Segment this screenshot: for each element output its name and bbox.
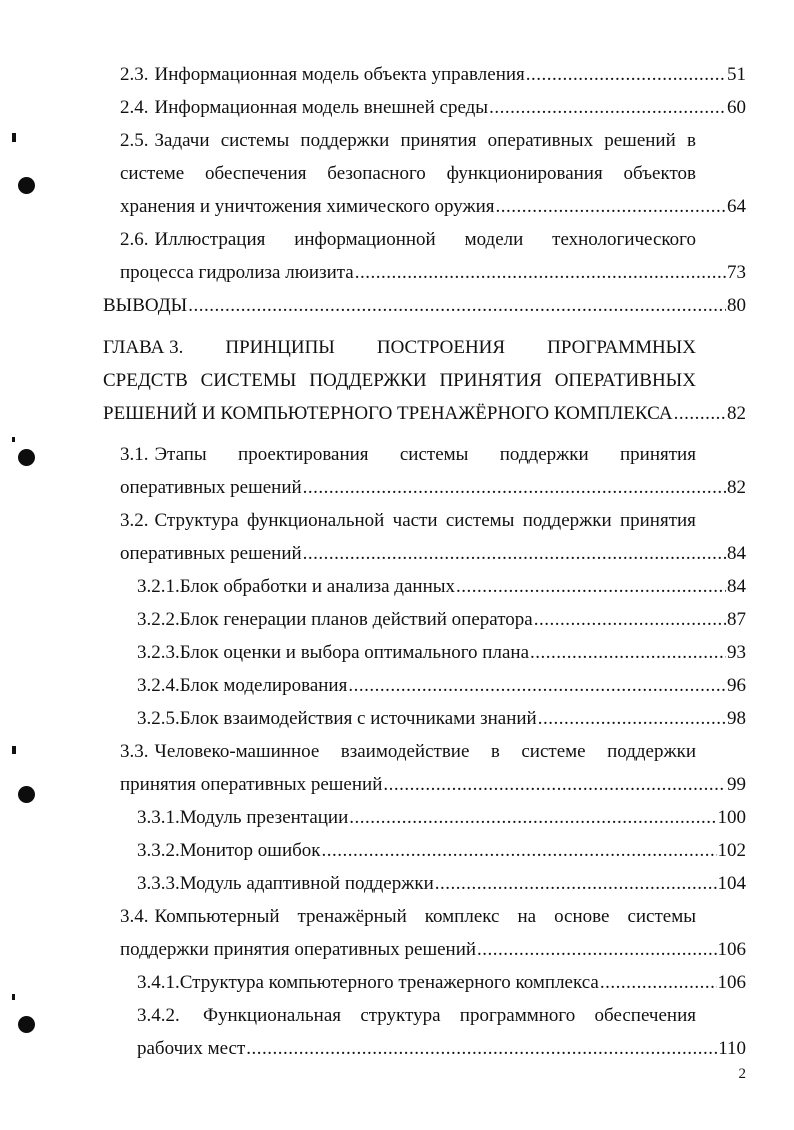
toc-entry-page: 80 [727, 295, 746, 316]
toc-entry-page: 93 [727, 642, 746, 663]
toc-entry-number: 3.3.2. [137, 840, 180, 861]
toc-entry-title: Информационная модель объекта управления [154, 64, 525, 85]
toc-entry-page: 104 [717, 873, 746, 894]
dot-leader [526, 60, 726, 90]
toc-word: Компьютерный [154, 906, 280, 927]
dot-leader [489, 93, 726, 123]
toc-entry-page: 102 [717, 840, 746, 861]
toc-entry-number: 2.5. [120, 130, 149, 151]
toc-entry-title: принятия оперативных решений [120, 774, 383, 795]
toc-entry-number: 3.4.2. [137, 1005, 180, 1026]
toc-entry-number: 2.6. [120, 229, 149, 250]
toc-entry-page: 82 [727, 403, 746, 424]
toc-word: функциональной [247, 510, 385, 531]
toc-entry-number: 3.4.1. [137, 972, 180, 993]
toc-entry-title: Блок взаимодействия с источниками знаний [179, 708, 537, 729]
dot-leader [246, 1034, 717, 1064]
dot-leader [477, 935, 716, 965]
toc-entry-title: Структура компьютерного тренажерного комплекса [179, 972, 599, 993]
binder-hole-4 [18, 1016, 35, 1033]
toc-entry-3-4-1[interactable] [137, 968, 746, 998]
toc-word: поддержки [499, 444, 589, 465]
dot-leader [496, 192, 726, 222]
toc-entry-number: 3.2.3. [137, 642, 180, 663]
toc-word: системы [445, 510, 515, 531]
toc-word: ПОСТРОЕНИЯ [376, 337, 506, 358]
dot-leader [188, 291, 726, 321]
toc-entry-3-3-3[interactable] [137, 869, 746, 899]
toc-word: СРЕДСТВ [103, 370, 188, 391]
toc-word: на [517, 906, 537, 927]
toc-entry-number: 3.3. [120, 741, 149, 762]
toc-entry-title: Информационная модель внешней среды [154, 97, 489, 118]
dot-leader [349, 803, 716, 833]
scan-mark-2 [12, 437, 15, 442]
toc-word: структура [360, 1005, 441, 1026]
toc-entry-title: Монитор ошибок [179, 840, 321, 861]
toc-entry-page: 99 [727, 774, 746, 795]
toc-entry-number: 3.2.5. [137, 708, 180, 729]
toc-word: в [686, 130, 696, 151]
toc-word: модели [464, 229, 524, 250]
toc-entry-title: оперативных решений [120, 543, 302, 564]
toc-entry-number: 3.3.3. [137, 873, 180, 894]
toc-entry-title: хранения и уничтожения химического оружия [120, 196, 495, 217]
toc-word: системы [399, 444, 469, 465]
toc-entry-3-3-1[interactable] [137, 803, 746, 833]
toc-entry-page: 98 [727, 708, 746, 729]
dot-leader [435, 869, 717, 899]
toc-entry-title: Блок генерации планов действий оператора [179, 609, 533, 630]
toc-word: системе [120, 163, 185, 184]
toc-word: Этапы [154, 444, 207, 465]
toc-entry-title: процесса гидролиза люизита [120, 262, 354, 283]
toc-entry-3-2-3[interactable] [137, 638, 746, 668]
toc-entry-number: 3.2. [120, 510, 149, 531]
toc-entry-number: 2.4. [120, 97, 149, 118]
dot-leader [355, 258, 726, 288]
toc-word: ПРОГРАММНЫХ [547, 337, 696, 358]
toc-entry-title: Блок оценки и выбора оптимального плана [179, 642, 529, 663]
toc-word: безопасного [327, 163, 426, 184]
dot-leader [600, 968, 717, 998]
toc-entry-title: Блок моделирования [179, 675, 348, 696]
dot-leader [534, 605, 726, 635]
toc-entry-page: 100 [717, 807, 746, 828]
dot-leader [383, 770, 726, 800]
toc-word: части [392, 510, 438, 531]
dot-leader [538, 704, 726, 734]
toc-entry-title: ВЫВОДЫ [103, 295, 188, 316]
toc-word: оперативных [487, 130, 594, 151]
toc-word: ОПЕРАТИВНЫХ [554, 370, 696, 391]
toc-word: программного [459, 1005, 576, 1026]
toc-entry-3-2-2[interactable] [137, 605, 746, 635]
scan-mark-4 [12, 994, 15, 1000]
toc-entry-page: 106 [717, 972, 746, 993]
toc-entry-number: 2.3. [120, 64, 149, 85]
toc-word: тренажёрный [297, 906, 407, 927]
dot-leader [322, 836, 717, 866]
toc-entry-page: 73 [727, 262, 746, 283]
toc-word: ГЛАВА 3. [103, 337, 184, 358]
scan-mark-3 [12, 746, 16, 754]
toc-entry-page: 106 [717, 939, 746, 960]
binder-hole-3 [18, 786, 35, 803]
toc-word: принятия [620, 444, 696, 465]
toc-word: в [490, 741, 500, 762]
toc-word: обеспечения [205, 163, 307, 184]
toc-entry-number: 3.1. [120, 444, 149, 465]
toc-entry-title: Модуль адаптивной поддержки [179, 873, 434, 894]
toc-word: комплекс [424, 906, 500, 927]
page-number: 2 [738, 1066, 746, 1082]
toc-entry-number: 3.4. [120, 906, 149, 927]
toc-entry-3-3-2[interactable] [137, 836, 746, 866]
toc-word: ПРИНЦИПЫ [225, 337, 335, 358]
toc-entry-page: 64 [727, 196, 746, 217]
toc-entry-number: 3.3.1. [137, 807, 180, 828]
toc-word: функционирования [446, 163, 603, 184]
toc-word: Иллюстрация [154, 229, 266, 250]
toc-entry-title: Блок обработки и анализа данных [179, 576, 455, 597]
binder-hole-2 [18, 449, 35, 466]
dot-leader [348, 671, 726, 701]
toc-entry-3-2-1[interactable] [137, 572, 746, 602]
toc-word: взаимодействие [340, 741, 470, 762]
toc-word: обеспечения [594, 1005, 696, 1026]
toc-word: системы [220, 130, 290, 151]
toc-word: Функциональная [203, 1005, 342, 1026]
toc-word: объектов [623, 163, 696, 184]
toc-entry-title: Модуль презентации [179, 807, 349, 828]
toc-entry-number: 3.2.1. [137, 576, 180, 597]
toc-word: принятия [400, 130, 477, 151]
binder-hole-1 [18, 177, 35, 194]
toc-word: СИСТЕМЫ [200, 370, 297, 391]
toc-word: решений [604, 130, 676, 151]
toc-entry-title: оперативных решений [120, 477, 302, 498]
dot-leader [303, 539, 726, 569]
toc-entry-page: 51 [727, 64, 746, 85]
toc-entry-3-2-5[interactable] [137, 704, 746, 734]
dot-leader [456, 572, 726, 602]
toc-word: поддержки [522, 510, 612, 531]
toc-entry-3-2-4[interactable] [137, 671, 746, 701]
toc-word: проектирования [238, 444, 369, 465]
dot-leader [303, 473, 726, 503]
toc-entry-conclusions[interactable] [103, 291, 746, 321]
toc-word: поддержки [607, 741, 696, 762]
toc-entry-page: 87 [727, 609, 746, 630]
toc-word: информационной [294, 229, 436, 250]
toc-entry-title: РЕШЕНИЙ И КОМПЬЮТЕРНОГО ТРЕНАЖЁРНОГО КОМПЛЕКСА [103, 403, 673, 424]
toc-word: ПОДДЕРЖКИ [309, 370, 427, 391]
toc-word: Человеко-машинное [154, 741, 320, 762]
toc-word: Структура [154, 510, 239, 531]
scan-mark-1 [12, 133, 16, 142]
toc-entry-page: 82 [727, 477, 746, 498]
toc-entry-page: 110 [718, 1038, 746, 1059]
toc-word: ПРИНЯТИЯ [439, 370, 542, 391]
dot-leader [674, 399, 726, 429]
toc-word: технологического [552, 229, 696, 250]
toc-entry-number: 3.2.4. [137, 675, 180, 696]
toc-entry-page: 96 [727, 675, 746, 696]
toc-entry-title: поддержки принятия оперативных решений [120, 939, 477, 960]
toc-entry-2-4[interactable] [120, 93, 746, 123]
toc-word: принятия [619, 510, 696, 531]
toc-entry-page: 84 [727, 543, 746, 564]
toc-word: системы [627, 906, 696, 927]
toc-entry-2-3[interactable] [120, 60, 746, 90]
toc-word: поддержки [300, 130, 390, 151]
toc-word: Задачи [154, 130, 210, 151]
toc-entry-number: 3.2.2. [137, 609, 180, 630]
dot-leader [530, 638, 726, 668]
toc-entry-title: рабочих мест [137, 1038, 246, 1059]
toc-entry-page: 60 [727, 97, 746, 118]
toc-word: основе [554, 906, 610, 927]
toc-word: системе [521, 741, 586, 762]
toc-entry-page: 84 [727, 576, 746, 597]
